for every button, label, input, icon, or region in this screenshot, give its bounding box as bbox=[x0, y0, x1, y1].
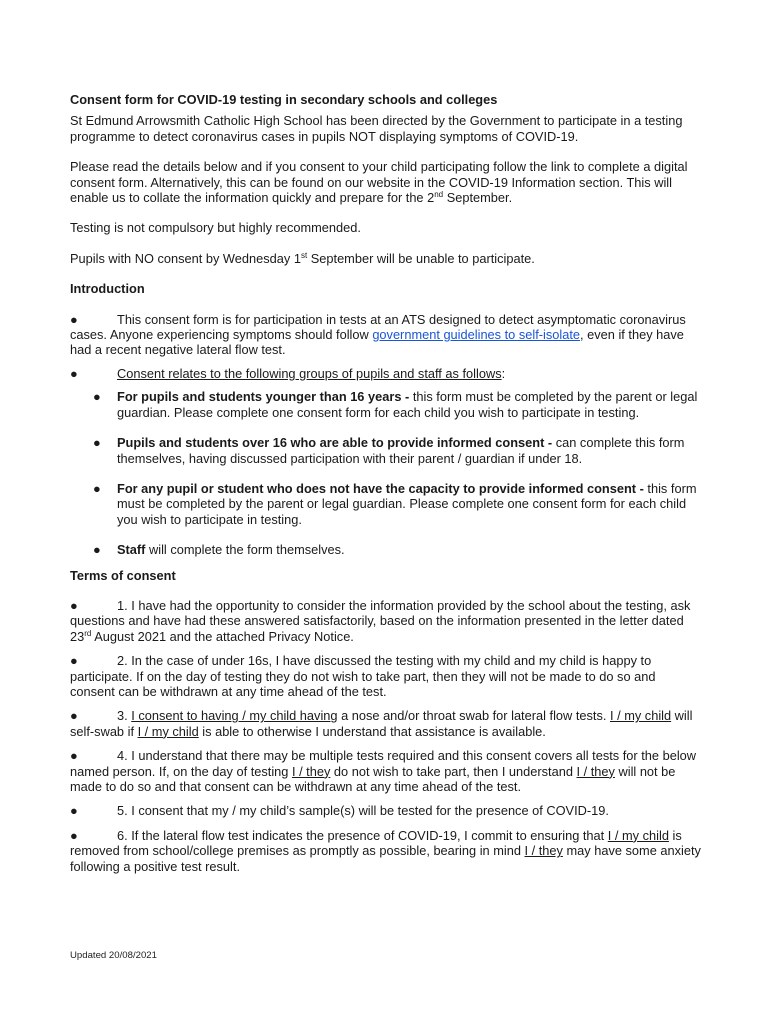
bullet-icon: ● bbox=[70, 748, 78, 764]
updated-date-footer: Updated 20/08/2021 bbox=[70, 950, 157, 961]
term-text: 1. I have had the opportunity to consider the information provided by the school about the testing, ask questions and have had these answered satisfactorily, based on the information presented in the letter dated 23 bbox=[70, 597, 691, 644]
consent-choice-underlined: I consent to having / my child having bbox=[131, 708, 338, 724]
bullet-text: This consent form is for participation in tests at an ATS designed to detect asymptomatic coronavirus cases. Anyone experiencing symptoms should follow bbox=[70, 311, 686, 343]
introduction-bullet-2 bbox=[70, 366, 702, 381]
intro-paragraph-4-text: Pupils with NO consent by Wednesday 1 bbox=[70, 250, 301, 266]
intro-paragraph-1: St Edmund Arrowsmith Catholic High School has been directed by the Government to participate in a testing programme to detect coronavirus cases in pupils NOT displaying symptoms of COVID-19. bbox=[70, 113, 683, 144]
bullet-icon: ● bbox=[70, 708, 78, 724]
bullet-text-end: , even if they have had a recent negative lateral flow test. bbox=[70, 327, 684, 358]
list-item bbox=[93, 480, 702, 527]
term-text-end: may have some anxiety following a positive test result. bbox=[70, 843, 701, 874]
consent-choice-underlined: I / my child bbox=[607, 827, 669, 843]
list-item bbox=[93, 435, 702, 466]
term-text: 6. If the lateral flow test indicates the presence of COVID-19, I commit to ensuring that bbox=[117, 827, 608, 843]
term-3 bbox=[70, 708, 702, 739]
intro-paragraph-4-end: September will be unable to participate. bbox=[307, 250, 535, 266]
consent-choice-underlined: I / my child bbox=[609, 708, 672, 724]
document-title: Consent form for COVID-19 testing in secondary schools and colleges bbox=[70, 92, 498, 107]
terms-heading: Terms of consent bbox=[70, 567, 176, 583]
bullet-icon: ● bbox=[93, 389, 101, 405]
term-5 bbox=[70, 803, 702, 818]
group-description: will complete the form themselves. bbox=[145, 542, 345, 558]
group-title: Staff bbox=[117, 542, 146, 558]
intro-paragraph-2 bbox=[70, 159, 702, 205]
consent-groups-label: Consent relates to the following groups of pupils and staff as follows bbox=[117, 365, 502, 381]
term-text: a nose and/or throat swab for lateral flow tests. bbox=[337, 708, 610, 724]
bullet-icon: ● bbox=[70, 597, 78, 613]
term-text-end: will not be made to do so and that consent can be withdrawn at any time ahead of the test. bbox=[70, 763, 676, 794]
intro-paragraph-4 bbox=[70, 251, 702, 266]
ordinal-suffix: nd bbox=[434, 190, 444, 200]
bullet-icon: ● bbox=[93, 480, 101, 496]
group-title: For pupils and students younger than 16 years - bbox=[117, 389, 413, 405]
group-title: For any pupil or student who does not have the capacity to provide informed consent - bbox=[117, 480, 648, 496]
bullet-icon: ● bbox=[70, 365, 78, 381]
bullet-icon: ● bbox=[70, 803, 78, 819]
term-text: will self-swab if bbox=[70, 708, 693, 739]
list-item bbox=[93, 389, 702, 420]
introduction-heading: Introduction bbox=[70, 281, 145, 297]
consent-choice-underlined: I / they bbox=[291, 763, 331, 779]
intro-paragraph-3: Testing is not compulsory but highly recommended. bbox=[70, 220, 361, 236]
term-6 bbox=[70, 828, 702, 874]
ordinal-suffix: rd bbox=[84, 628, 92, 638]
term-text: 5. I consent that my / my child’s sample(s) will be tested for the presence of COVID-19. bbox=[117, 803, 609, 819]
term-number: 3. bbox=[117, 708, 132, 724]
group-description: this form must be completed by the parent or legal guardian. Please complete one consent form for each child you wish to participate in testing. bbox=[117, 480, 697, 527]
consent-choice-underlined: I / my child bbox=[137, 723, 199, 739]
list-item bbox=[93, 542, 702, 558]
term-text: 4. I understand that there may be multiple tests required and this consent covers all tests for the below named person. If, on the day of testing bbox=[70, 748, 697, 779]
group-description: this form must be completed by the parent or legal guardian. Please complete one consent form for each child you wish to participate in testing. bbox=[117, 389, 698, 420]
colon: : bbox=[501, 365, 506, 381]
intro-paragraph-2-end: September. bbox=[443, 190, 513, 206]
term-1 bbox=[70, 598, 702, 644]
consent-groups-list bbox=[70, 389, 702, 557]
term-2 bbox=[70, 653, 702, 699]
group-title: Pupils and students over 16 who are able to provide informed consent - bbox=[117, 435, 556, 451]
bullet-icon: ● bbox=[70, 311, 78, 327]
bullet-icon: ● bbox=[93, 435, 101, 451]
intro-paragraph-2-text: Please read the details below and if you consent to your child participating follow the link to complete a digital consent form. Alternatively, this can be found on our website in the COVID-19 Information section. This will enable us to collate the information quickly and prepare for the 2 bbox=[70, 159, 688, 206]
ordinal-suffix: st bbox=[300, 250, 308, 260]
consent-choice-underlined: I / they bbox=[524, 843, 563, 859]
term-4 bbox=[70, 748, 702, 794]
document-body bbox=[70, 92, 702, 882]
term-text-end: August 2021 and the attached Privacy Notice. bbox=[91, 628, 354, 644]
term-text: is removed from school/college premises as promptly as possible, bearing in mind bbox=[70, 827, 682, 859]
introduction-bullet-1 bbox=[70, 312, 702, 358]
term-text: do not wish to take part, then I understand bbox=[330, 763, 577, 779]
group-description: can complete this form themselves, having discussed participation with their parent / guardian if under 18. bbox=[117, 435, 685, 466]
bullet-icon: ● bbox=[70, 653, 78, 669]
term-text-end: is able to otherwise I understand that assistance is available. bbox=[198, 723, 546, 739]
bullet-icon: ● bbox=[70, 827, 78, 843]
self-isolate-guidelines-link[interactable]: government guidelines to self-isolate bbox=[372, 327, 581, 343]
bullet-icon: ● bbox=[93, 542, 101, 558]
term-text: 2. In the case of under 16s, I have discussed the testing with my child and my child is happy to participate. If on the day of testing they do not wish to take part, then they will not be made to do so and consent can be withdrawn at any time ahead of the test. bbox=[70, 653, 656, 699]
consent-choice-underlined: I / they bbox=[576, 763, 615, 779]
